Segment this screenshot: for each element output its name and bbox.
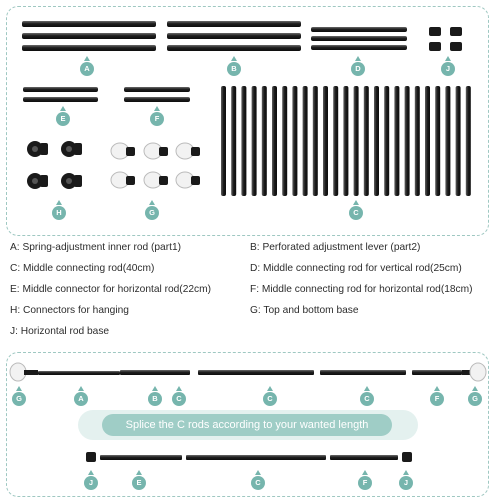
assembly-tag-c: C bbox=[251, 476, 265, 490]
assembly-tag-c-1: C bbox=[172, 392, 186, 406]
assembly-tag-e: E bbox=[132, 476, 146, 490]
tag-j: J bbox=[441, 62, 455, 76]
rod-c bbox=[374, 86, 379, 196]
rod-c bbox=[425, 86, 430, 196]
rod-c bbox=[272, 86, 277, 196]
assembly-tag-c-3: C bbox=[360, 392, 374, 406]
legend-b: B: Perforated adjustment lever (part2) bbox=[250, 242, 421, 253]
rod-c bbox=[466, 86, 471, 196]
rod-c bbox=[313, 86, 318, 196]
rod-c bbox=[262, 86, 267, 196]
tag-d: D bbox=[351, 62, 365, 76]
assembly-tag-g-left: G bbox=[12, 392, 26, 406]
rod-f-group bbox=[124, 87, 190, 102]
parts-legend bbox=[10, 238, 490, 338]
legend-f: F: Middle connecting rod for horizontal rod(18cm) bbox=[250, 284, 473, 295]
assembly-tag-j-left: J bbox=[84, 476, 98, 490]
legend-a: A: Spring-adjustment inner rod (part1) bbox=[10, 242, 182, 253]
assembly-row-2 bbox=[86, 452, 412, 462]
rod-c bbox=[343, 86, 348, 196]
rod-c bbox=[221, 86, 226, 196]
legend-d: D: Middle connecting rod for vertical rod(25cm) bbox=[250, 263, 462, 274]
assembly-tag-c-2: C bbox=[263, 392, 277, 406]
assembly-tag-f: F bbox=[358, 476, 372, 490]
rod-d-group bbox=[311, 27, 407, 50]
rod-c bbox=[231, 86, 236, 196]
rod-c bbox=[241, 86, 246, 196]
rod-e-group bbox=[23, 87, 98, 102]
legend-j: J: Horizontal rod base bbox=[10, 326, 110, 337]
tag-a: A bbox=[80, 62, 94, 76]
rod-c bbox=[456, 86, 461, 196]
rod-c bbox=[323, 86, 328, 196]
assembly-tag-j-right: J bbox=[399, 476, 413, 490]
assembly-tag-a: A bbox=[74, 392, 88, 406]
rod-c bbox=[415, 86, 420, 196]
rod-c bbox=[394, 86, 399, 196]
connector-h-group bbox=[27, 141, 82, 189]
assembly-tag-g-right: G bbox=[468, 392, 482, 406]
rod-c bbox=[445, 86, 450, 196]
tag-f: F bbox=[150, 112, 164, 126]
tag-h: H bbox=[52, 206, 66, 220]
legend-e: E: Middle connector for horizontal rod(22cm) bbox=[10, 284, 212, 295]
assembly-tag-b: B bbox=[148, 392, 162, 406]
rod-c bbox=[384, 86, 389, 196]
splice-banner: Splice the C rods according to your wanted length bbox=[102, 414, 392, 436]
tag-e: E bbox=[56, 112, 70, 126]
rod-c bbox=[303, 86, 308, 196]
rod-b-group bbox=[167, 21, 301, 51]
assembly-tag-f: F bbox=[430, 392, 444, 406]
rod-c bbox=[333, 86, 338, 196]
tag-b: B bbox=[227, 62, 241, 76]
rod-c bbox=[364, 86, 369, 196]
rod-c bbox=[292, 86, 297, 196]
base-g-group bbox=[111, 143, 200, 188]
rod-c bbox=[405, 86, 410, 196]
rod-a-group bbox=[22, 21, 156, 51]
tag-c: C bbox=[349, 206, 363, 220]
rod-c bbox=[435, 86, 440, 196]
rod-c bbox=[354, 86, 359, 196]
rod-c bbox=[252, 86, 257, 196]
rod-c-group bbox=[221, 86, 471, 196]
base-j-group bbox=[429, 27, 462, 51]
legend-c: C: Middle connecting rod(40cm) bbox=[10, 263, 155, 274]
legend-h: H: Connectors for hanging bbox=[10, 305, 129, 316]
rod-c bbox=[282, 86, 287, 196]
legend-g: G: Top and bottom base bbox=[250, 305, 359, 316]
assembly-row-1 bbox=[10, 363, 486, 381]
tag-g: G bbox=[145, 206, 159, 220]
